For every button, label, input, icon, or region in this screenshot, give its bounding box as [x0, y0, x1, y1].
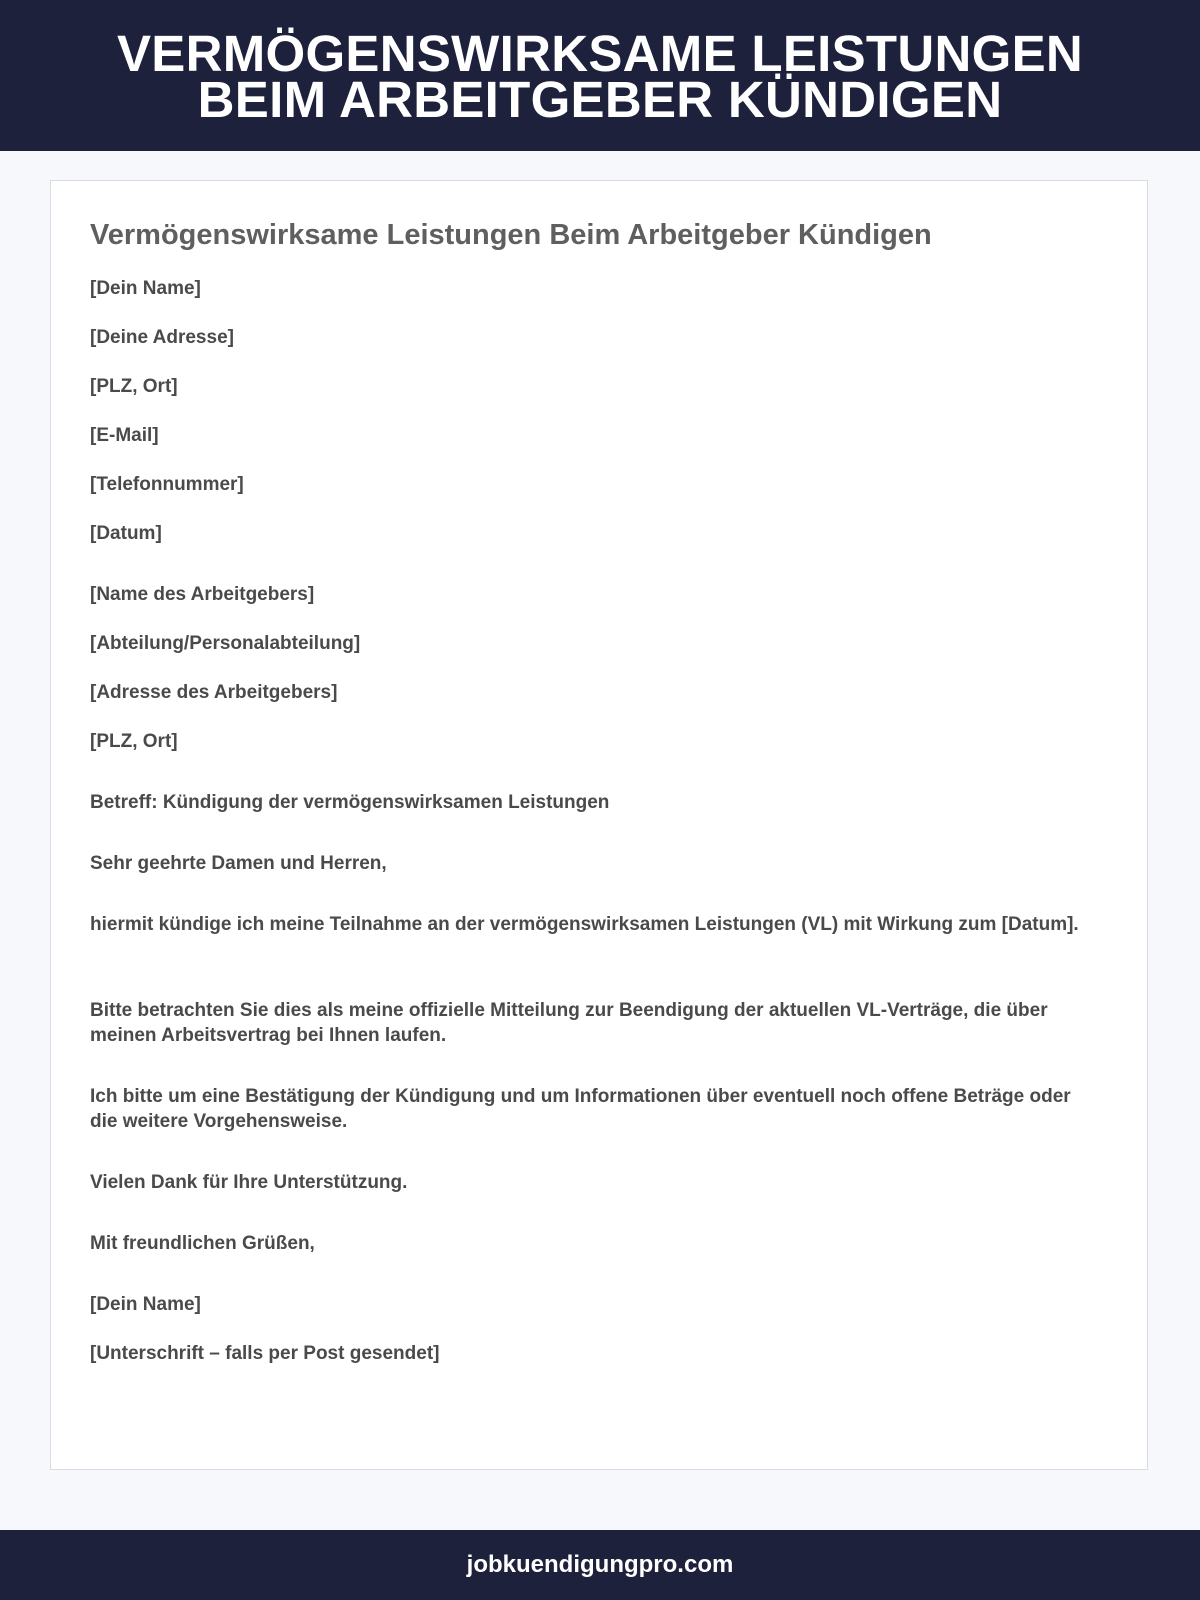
header-title-line-2: BEIM ARBEITGEBER KÜNDIGEN: [197, 70, 1003, 128]
signature-name: [Dein Name]: [90, 1294, 201, 1315]
sender-name: [Dein Name]: [90, 278, 201, 299]
sender-email: [E-Mail]: [90, 425, 159, 446]
page-header: [0, 0, 1200, 151]
letter-closing: Mit freundlichen Grüßen,: [90, 1233, 315, 1254]
footer-site: jobkuendigungpro.com: [466, 1551, 734, 1578]
header-title-line-1: VERMÖGENSWIRKSAME LEISTUNGEN: [116, 24, 1084, 82]
header-title: [50, 24, 1150, 128]
sender-city: [PLZ, Ort]: [90, 376, 178, 397]
letter-card: [50, 180, 1148, 1470]
sender-address: [Deine Adresse]: [90, 327, 234, 348]
letter-date: [Datum]: [90, 523, 162, 544]
body-paragraph: Vielen Dank für Ihre Unterstützung.: [90, 1172, 408, 1193]
sender-phone: [Telefonnummer]: [90, 474, 244, 495]
letter-subject: Betreff: Kündigung der vermögenswirksamen Leistungen: [90, 792, 610, 813]
body-paragraph: Bitte betrachten Sie dies als meine offizielle Mitteilung zur Beendigung der aktuellen VL-Verträge, die über meinen Arbeitsvertrag bei Ihnen laufen.: [90, 1000, 1048, 1046]
body-paragraph: Ich bitte um eine Bestätigung der Kündigung und um Informationen über eventuell noch offene Beträge oder die weitere Vorgehensweise.: [90, 1086, 1071, 1132]
page-footer: [0, 1530, 1200, 1600]
recipient-city: [PLZ, Ort]: [90, 731, 178, 752]
letter-title: Vermögenswirksame Leistungen Beim Arbeitgeber Kündigen: [90, 219, 932, 251]
signature-note: [Unterschrift – falls per Post gesendet]: [90, 1343, 440, 1364]
body-paragraph: hiermit kündige ich meine Teilnahme an der vermögenswirksamen Leistungen (VL) mit Wirkung zum [Datum].: [90, 914, 1079, 935]
recipient-address: [Adresse des Arbeitgebers]: [90, 682, 338, 703]
letter-salutation: Sehr geehrte Damen und Herren,: [90, 853, 387, 874]
recipient-department: [Abteilung/Personalabteilung]: [90, 633, 361, 654]
recipient-name: [Name des Arbeitgebers]: [90, 584, 315, 605]
